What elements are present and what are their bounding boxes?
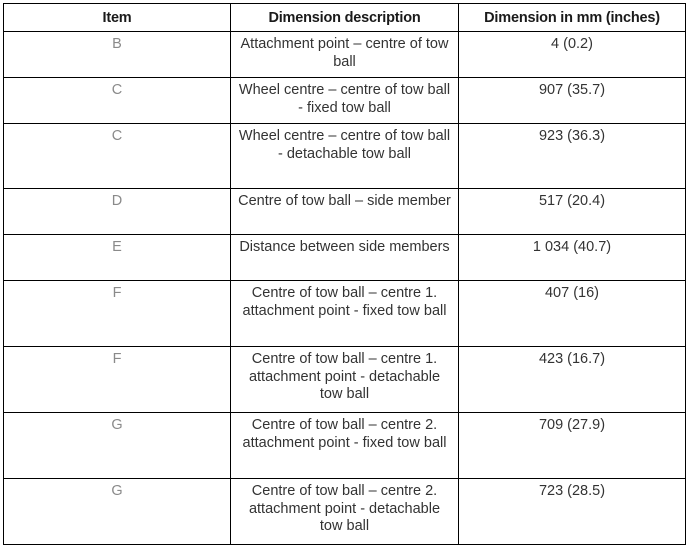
description-cell: Attachment point – centre of tow ball	[231, 32, 459, 78]
dimension-cell: 709 (27.9)	[459, 413, 686, 479]
description-cell: Wheel centre – centre of tow ball - detachable tow ball	[231, 124, 459, 189]
item-cell: G	[4, 479, 231, 545]
item-cell: C	[4, 78, 231, 124]
description-cell: Distance between side members	[231, 235, 459, 281]
item-cell: E	[4, 235, 231, 281]
description-cell: Centre of tow ball – centre 1. attachment point - fixed tow ball	[231, 281, 459, 347]
column-header-item: Item	[4, 4, 231, 32]
dimension-cell: 407 (16)	[459, 281, 686, 347]
description-cell: Centre of tow ball – centre 2. attachment point - fixed tow ball	[231, 413, 459, 479]
description-cell: Centre of tow ball – centre 1. attachment point - detachable tow ball	[231, 347, 459, 413]
dimension-table	[3, 3, 686, 545]
dimension-cell: 907 (35.7)	[459, 78, 686, 124]
item-cell: F	[4, 347, 231, 413]
description-cell: Wheel centre – centre of tow ball - fixed tow ball	[231, 78, 459, 124]
table-row	[4, 347, 686, 413]
column-header-description: Dimension description	[231, 4, 459, 32]
table-row	[4, 78, 686, 124]
item-cell: B	[4, 32, 231, 78]
table-row	[4, 124, 686, 189]
dimension-cell: 4 (0.2)	[459, 32, 686, 78]
dimension-cell: 723 (28.5)	[459, 479, 686, 545]
table-row	[4, 32, 686, 78]
table-row	[4, 479, 686, 545]
column-header-dimension: Dimension in mm (inches)	[459, 4, 686, 32]
table-row	[4, 281, 686, 347]
dimension-cell: 923 (36.3)	[459, 124, 686, 189]
dimension-cell: 423 (16.7)	[459, 347, 686, 413]
item-cell: D	[4, 189, 231, 235]
description-cell: Centre of tow ball – side member	[231, 189, 459, 235]
description-cell: Centre of tow ball – centre 2. attachment point - detachable tow ball	[231, 479, 459, 545]
item-cell: G	[4, 413, 231, 479]
table-header-row	[4, 4, 686, 32]
table-row	[4, 235, 686, 281]
table-row	[4, 189, 686, 235]
table-row	[4, 413, 686, 479]
dimension-cell: 517 (20.4)	[459, 189, 686, 235]
item-cell: F	[4, 281, 231, 347]
item-cell: C	[4, 124, 231, 189]
dimension-cell: 1 034 (40.7)	[459, 235, 686, 281]
